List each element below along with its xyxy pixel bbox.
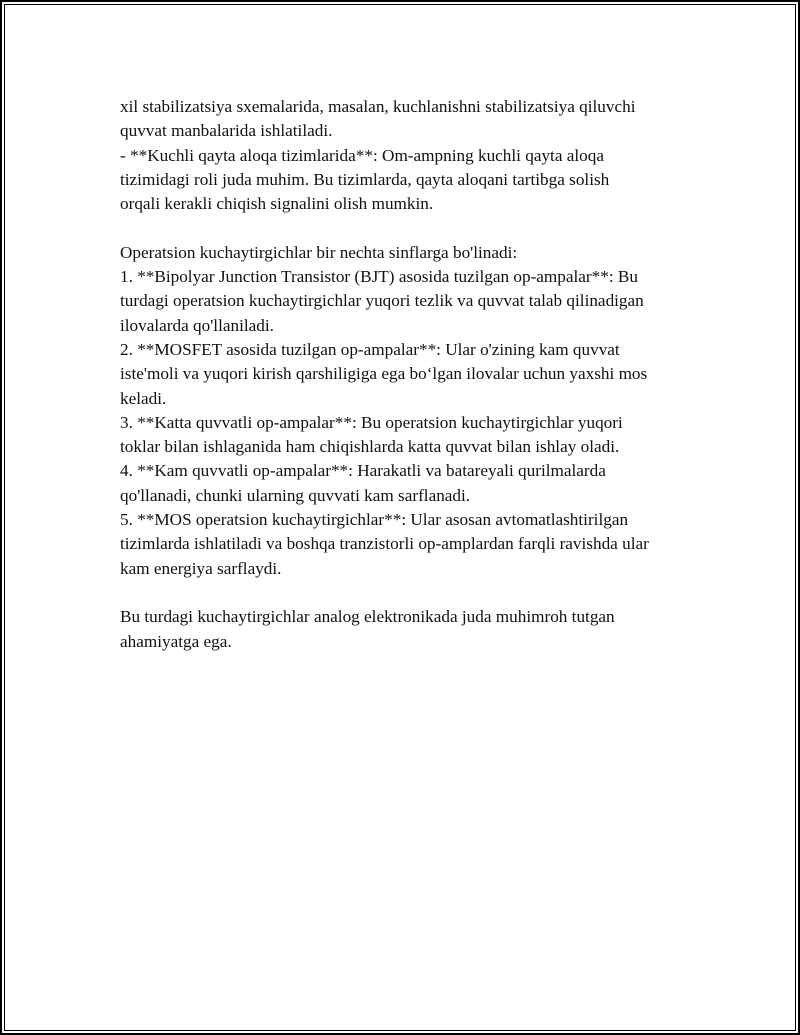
- text-line: iste'moli va yuqori kirish qarshiligiga ega bo‘lgan ilovalar uchun yaxshi mos: [120, 364, 648, 384]
- text-line: orqali kerakli chiqish signalini olish mumkin.: [120, 194, 434, 214]
- text-line: ilovalarda qo'llaniladi.: [120, 315, 274, 335]
- paragraph-gap: [120, 581, 695, 605]
- text-line: turdagi operatsion kuchaytirgichlar yuqori tezlik va quvvat talab qilinadigan: [120, 291, 644, 311]
- text-line: 3. **Katta quvvatli op-ampalar**: Bu operatsion kuchaytirgichlar yuqori: [120, 412, 623, 432]
- text-line: Bu turdagi kuchaytirgichlar analog elektronikada juda muhimroh tutgan: [120, 607, 615, 627]
- text-line: keladi.: [120, 388, 167, 408]
- text-line: - **Kuchli qayta aloqa tizimlarida**: Om-ampning kuchli qayta aloqa: [120, 145, 604, 165]
- text-line: toklar bilan ishlaganida ham chiqishlarda katta quvvat bilan ishlay oladi.: [120, 437, 620, 457]
- text-line: tizimidagi roli juda muhim. Bu tizimlarda, qayta aloqani tartibga solish: [120, 169, 610, 189]
- text-line: 5. **MOS operatsion kuchaytirgichlar**: Ular asosan avtomatlashtirilgan: [120, 510, 629, 530]
- text-line: 2. **MOSFET asosida tuzilgan op-ampalar**: Ular o'zining kam quvvat: [120, 339, 620, 359]
- text-line: 4. **Kam quvvatli op-ampalar**: Harakatli va batareyali qurilmalarda: [120, 461, 606, 481]
- text-line: kam energiya sarflaydi.: [120, 558, 282, 578]
- document-body: [120, 95, 695, 654]
- text-line: qo'llanadi, chunki ularning quvvati kam sarflanadi.: [120, 485, 471, 505]
- text-line: quvvat manbalarida ishlatiladi.: [120, 121, 333, 141]
- text-line: Operatsion kuchaytirgichlar bir nechta sinflarga bo'linadi:: [120, 242, 518, 262]
- text-line: ahamiyatga ega.: [120, 631, 232, 651]
- text-line: 1. **Bipolyar Junction Transistor (BJT) asosida tuzilgan op-ampalar**: Bu: [120, 267, 638, 287]
- text-line: tizimlarda ishlatiladi va boshqa tranzistorli op-amplardan farqli ravishda ular: [120, 534, 649, 554]
- text-line: xil stabilizatsiya sxemalarida, masalan, kuchlanishni stabilizatsiya qiluvchi: [120, 97, 636, 116]
- paragraph-gap: [120, 216, 695, 240]
